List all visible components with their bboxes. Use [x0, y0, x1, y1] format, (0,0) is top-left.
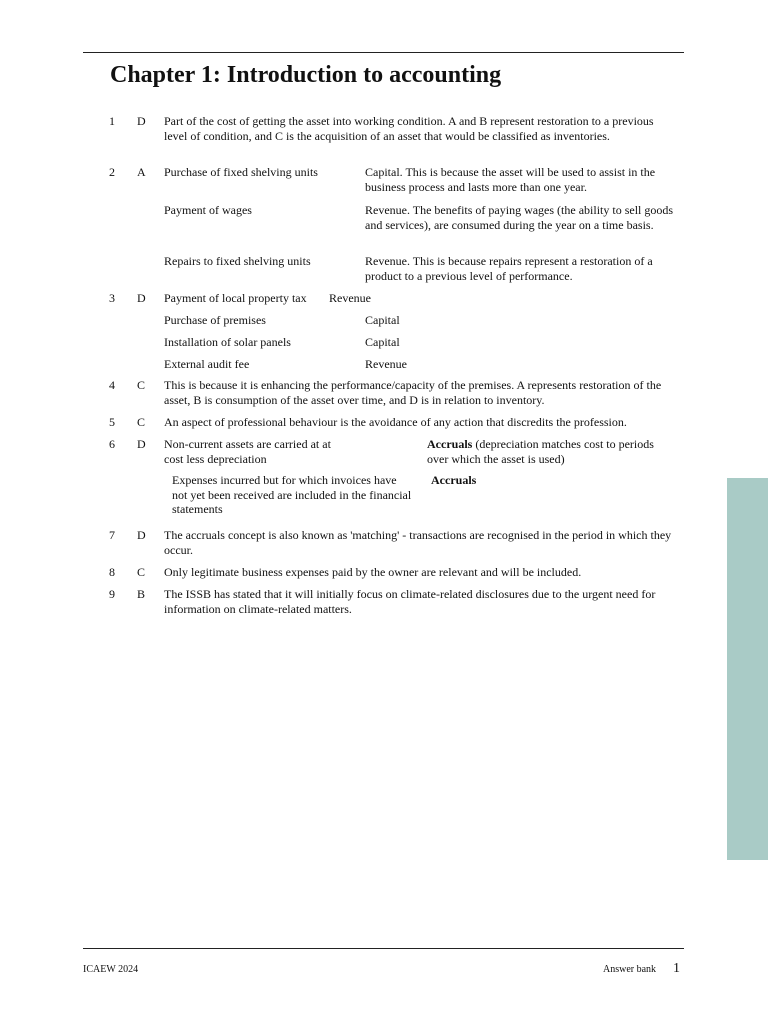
answer-letter: A — [137, 165, 146, 179]
question-number: 9 — [109, 587, 115, 601]
side-tab-marker — [727, 478, 768, 860]
answer-text: The ISSB has stated that it will initially focus on climate-related disclosures due to the urgent need for information on climate-related matters. — [164, 587, 656, 616]
question-number: 2 — [109, 165, 115, 179]
item-label: External audit fee — [164, 357, 250, 371]
concept-name: Accruals — [431, 473, 477, 487]
item-classification: Revenue — [365, 357, 407, 371]
footer-section: Answer bank — [603, 964, 657, 975]
item-classification: Revenue. This is because repairs represent a restoration of a product to a previous level of performance. — [365, 254, 653, 283]
answer-text: Only legitimate business expenses paid by the owner are relevant and will be included. — [164, 565, 582, 579]
concept-name: Accruals — [427, 437, 473, 451]
chapter-title: Chapter 1: Introduction to accounting — [110, 62, 502, 88]
bottom-rule — [83, 948, 684, 949]
concept-classification — [427, 437, 677, 466]
item-classification: Revenue — [329, 291, 371, 305]
item-label: Purchase of premises — [164, 313, 266, 327]
question-number: 1 — [109, 114, 115, 128]
question-number: 6 — [109, 437, 115, 451]
answer-text: Part of the cost of getting the asset into working condition. A and B represent restoration to a previous level of condition, and C is the acquisition of an asset that would be classified as inventories. — [164, 114, 654, 143]
answer-text: The accruals concept is also known as 'matching' - transactions are recognised in the period in which they occur. — [164, 528, 672, 557]
concept-description: Expenses incurred but for which invoices have not yet been received are included in the financial statements — [172, 473, 412, 517]
item-label: Payment of wages — [164, 203, 252, 217]
answer-letter: C — [137, 415, 146, 429]
top-rule — [83, 52, 684, 53]
concept-explanation: (depreciation matches cost to periods over which the asset is used) — [427, 437, 654, 466]
concept-description: Non-current assets are carried at at cost less depreciation — [164, 437, 331, 466]
answer-letter: C — [137, 378, 146, 392]
item-classification: Capital. This is because the asset will be used to assist in the business process and lasts more than one year. — [365, 165, 656, 194]
item-classification: Capital — [365, 313, 400, 327]
footer-publisher: ICAEW 2024 — [83, 964, 139, 975]
question-number: 3 — [109, 291, 115, 305]
answer-text: An aspect of professional behaviour is the avoidance of any action that discredits the profession. — [164, 415, 627, 429]
item-classification: Capital — [365, 335, 400, 349]
answer-letter: B — [137, 587, 146, 601]
answer-letter: D — [137, 437, 146, 451]
concept-classification — [431, 473, 681, 488]
page-number: 1 — [673, 961, 680, 976]
item-label: Purchase of fixed shelving units — [164, 165, 318, 179]
answer-text: This is because it is enhancing the performance/capacity of the premises. A represents restoration of the asset, B is consumption of the asset over time, and D is in relation to inventory. — [164, 378, 662, 407]
question-number: 7 — [109, 528, 115, 542]
answer-letter: C — [137, 565, 146, 579]
question-number: 5 — [109, 415, 115, 429]
item-classification: Revenue. The benefits of paying wages (the ability to sell goods and services), are consumed during the year on a time basis. — [365, 203, 674, 232]
answer-letter: D — [137, 291, 146, 305]
item-label: Installation of solar panels — [164, 335, 291, 349]
item-label: Repairs to fixed shelving units — [164, 254, 311, 268]
question-number: 8 — [109, 565, 115, 579]
question-number: 4 — [109, 378, 115, 392]
answer-letter: D — [137, 114, 146, 128]
item-label: Payment of local property tax — [164, 291, 307, 305]
answer-letter: D — [137, 528, 146, 542]
